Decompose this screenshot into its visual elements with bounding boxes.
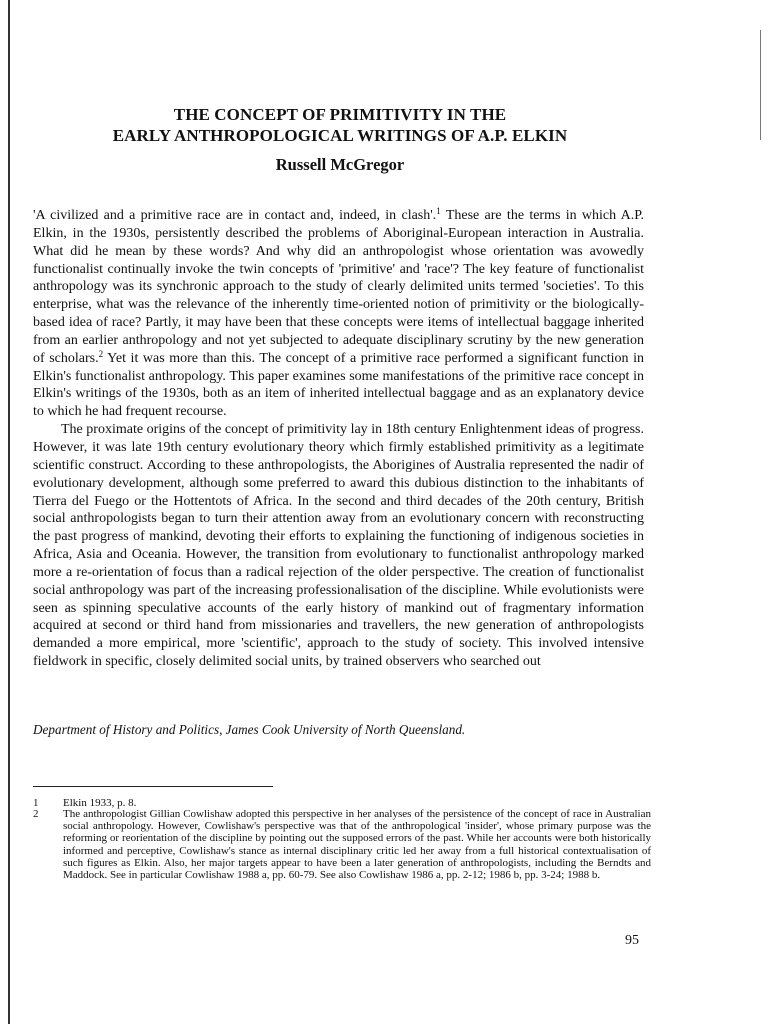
footnote-1-text: Elkin 1933, p. 8. [63,797,137,809]
footnote-1-number: 1 [33,797,39,809]
title-line-2: EARLY ANTHROPOLOGICAL WRITINGS OF A.P. ELKIN [112,126,568,145]
paragraph-1 [33,207,644,421]
footnote-2-number: 2 [33,808,39,820]
paragraph-2: The proximate origins of the concept of primitivity lay in 18th century Enlightenment ideas of progress. However, it was late 19th century evolutionary theory which firmly established primitivity as a legitimate scientific construct. According to these anthropologists, the Aborigines of Australia represented the nadir of evolutionary development, although some preferred to award this dubious distinction to the inhabitants of Tierra del Fuego or the Hottentots of Africa. In the second and third decades of the 20th century, British social anthropologists began to turn their attention away from an evolutionary concern with reconstructing the past progress of mankind, devoting their efforts to explaining the functioning of indigenous societies in Africa, Asia and Oceania. However, the transition from evolutionary to functionalist anthropology marked more a re-orientation of focus than a radical rejection of the older perspective. The creation of functionalist social anthropology was part of the increasing professionalisation of the discipline. While evolutionists were seen as spinning speculative accounts of the early history of mankind out of fragmentary information acquired at second or third hand from missionaries and travellers, the new generation of anthropologists demanded a more empirical, more 'scientific', approach to the study of society. This involved intensive fieldwork in specific, closely delimited social units, by trained observers who searched out [33,422,644,670]
paragraph-1-part-a: 'A civilized and a primitive race are in contact and, indeed, in clash'. [33,208,437,223]
footnote-2 [33,808,651,881]
article-title [0,104,680,146]
title-line-1: THE CONCEPT OF PRIMITIVITY IN THE [173,105,507,124]
footnote-2-text: The anthropologist Gillian Cowlishaw adopted this perspective in her analyses of the persistence of the concept of race in Australian social anthropology. However, Cowlishaw's perspective was that of the anthropological 'insider', whose primary purpose was the reforming or reorientation of the discipline by pointing out the supposed errors of the past. While her accounts were both historically informed and perceptive, Cowlishaw's stance as internal disciplinary critic led her away from a full historical contextualisation of such figures as Elkin. Also, her major targets appear to have been a later generation of anthropologists, including the Berndts and Maddock. See in particular Cowlishaw 1988 a, pp. 60-79. See also Cowlishaw 1986 a, pp. 2-12; 1986 b, pp. 3-24; 1988 b. [63,808,651,882]
page-right-edge-mark [760,30,761,140]
author-name: Russell McGregor [275,155,405,174]
paragraph-1-part-c: Yet it was more than this. The concept of a primitive race performed a significant function in Elkin's functionalist anthropology. This paper examines some manifestations of the primitive race concept in Elkin's writings of the 1930s, both as an item of inherited intellectual baggage and as an explanatory device to which he had frequent recourse. [33,350,644,420]
footnote-ref-2: 2 [98,348,104,359]
author-affiliation: Department of History and Politics, James Cook University of North Queensland. [33,722,466,737]
footnote-separator [33,786,273,787]
article-body [33,207,644,671]
paragraph-1-part-b: These are the terms in which A.P. Elkin, in the 1930s, persistently described the problems of Aboriginal-European interaction in Australia. What did he mean by these words? And why did an anthropologist whose orientation was avowedly functionalist continually invoke the twin concepts of 'primitive' and 'race'? The key feature of functionalist anthropology was its synchronic approach to the study of clearly delimited units termed 'societies'. To this enterprise, what was the relevance of the inherently time-oriented notion of primitivity or the biologically-based idea of race? Partly, it may have been that these concepts were items of intellectual baggage inherited from an earlier anthropology and not yet subjected to adequate disciplinary scrutiny by the new generation of scholars. [33,208,644,366]
page-number: 95 [625,933,639,948]
footnote-ref-1: 1 [436,206,441,216]
page-left-edge [8,0,10,1024]
